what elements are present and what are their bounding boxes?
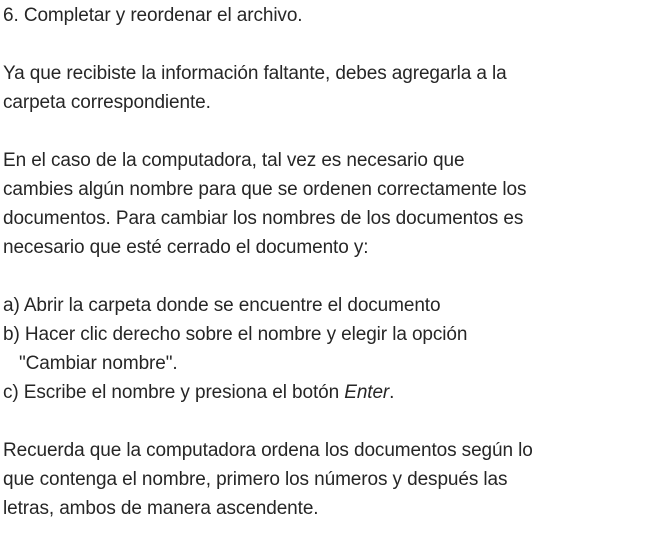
reminder-paragraph	[3, 436, 647, 523]
paragraph-spacer	[3, 30, 647, 59]
intro-line: Ya que recibiste la información faltante, debes agregarla a la	[3, 63, 507, 84]
reminder-line: Recuerda que la computadora ordena los documentos según lo	[3, 440, 533, 461]
reminder-line: letras, ambos de manera ascendente.	[3, 498, 319, 519]
section-heading: 6. Completar y reordenar el archivo.	[3, 5, 303, 26]
paragraph-spacer	[3, 117, 647, 146]
instructions-line: documentos. Para cambiar los nombres de los documentos es	[3, 208, 524, 229]
step-b: b) Hacer clic derecho sobre el nombre y elegir la opción	[3, 324, 468, 345]
step-a: a) Abrir la carpeta donde se encuentre el documento	[3, 295, 441, 316]
intro-line: carpeta correspondiente.	[3, 92, 211, 113]
step-c	[3, 378, 647, 407]
step-c-text: c) Escribe el nombre y presiona el botón	[3, 382, 345, 403]
instructions-line: En el caso de la computadora, tal vez es necesario que	[3, 150, 465, 171]
instructions-paragraph	[3, 146, 647, 262]
paragraph-spacer	[3, 262, 647, 291]
step-b-continuation: "Cambiar nombre".	[19, 353, 178, 374]
enter-key-emphasis: Enter	[344, 382, 390, 403]
step-c-period: .	[389, 382, 395, 403]
steps-list	[3, 291, 647, 407]
paragraph-spacer	[3, 407, 647, 436]
document-body	[3, 0, 647, 523]
instructions-line: cambies algún nombre para que se ordenen correctamente los	[3, 179, 527, 200]
intro-paragraph	[3, 59, 647, 117]
reminder-line: que contenga el nombre, primero los números y después las	[3, 469, 508, 490]
instructions-line: necesario que esté cerrado el documento y:	[3, 237, 369, 258]
